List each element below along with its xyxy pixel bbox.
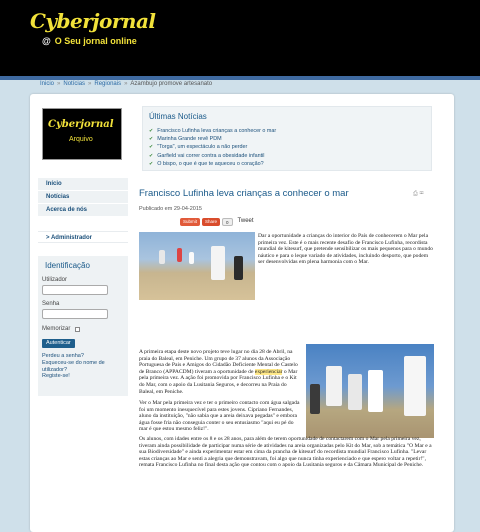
archive-logo-subtitle: Arquivo [69,136,93,143]
photo-person [404,356,426,416]
menu-item-about[interactable]: Acerca de nós [38,204,128,217]
username-label: Utilizador [42,277,68,283]
group-photo [306,344,434,438]
news-item[interactable] [149,143,276,151]
news-item[interactable] [149,152,276,160]
news-item[interactable] [149,127,276,135]
main-menu [38,178,128,217]
article-paragraph: Ver o Mar pela primeira vez e ter o primeiro contacto com água salgada foi um momento inesquecível para estes jovens. Cipriano Fernandes, aluno da instituição, "não sabia que a areia deixava pegadas" e embora água fosse fria não conseguia conter o seu entusiasmo "aqui eu pé do mar é que estou mesmo feliz!". [139,400,300,433]
breadcrumb-separator: » [88,81,92,87]
news-item-link[interactable]: Garfield vai correr contra a obesidade infantil [157,152,265,159]
checkmark-icon: ✔ [149,128,154,134]
breadcrumb-separator: » [124,81,128,87]
breadcrumb-regional[interactable]: Regionais [94,81,122,87]
checkmark-icon: ✔ [149,136,154,143]
forgot-password-link[interactable]: Perdeu a senha? [42,353,84,359]
news-item-link[interactable]: Marinha Grande revê PDM [157,136,222,143]
news-item[interactable] [149,135,276,143]
checkmark-icon: ✔ [149,160,154,167]
logo-title[interactable]: Cyberjornal [30,9,156,33]
article-title[interactable]: Francisco Lufinha leva crianças a conhecer o mar [139,188,349,199]
logo-subtitle-text: O Seu jornal online [54,36,137,46]
login-title: Identificação [45,261,90,270]
photo-person [177,248,182,262]
login-button[interactable]: Autenticar [42,339,75,348]
article-paragraph: Os alunos, com idades entre os 8 e os 28 anos, para além de terem oportunidade de contactarem com o Mar pela primeira vez, tiveram ainda possibilidade de participar numa série de atividades na areia organizadas pelo Kit do Mar, sob a temática "O Mar e a sua Biodiversidade" e ainda experimentar estar em cima da prancha de kitesurf do recordista mundial Francisco Lufinha. "Levar estas crianças ao Mar e senti a alegria que demonstravam, foi algo que nunca tinha experienciado e que espero voltar a repetir!", remata Francisco Lufinha no final desta ação que contou com o apoio da Lusitania seguros e da Câmara Municipal de Peniche. [139,436,432,469]
login-box [38,256,128,396]
print-icon[interactable]: ⎙ [413,191,418,197]
logo-subtitle [42,36,137,46]
password-label: Senha [42,301,60,307]
article-paragraph: Dar a oportunidade a crianças do interior do País de conhecerem o Mar pela primeira vez. Este é o mais recente desafio de Francisco Lufinha, recordista mundial de kitesurf, que pretende sensibilizar os mais pequenos para o mundo náutico e para o leque variado de atividades, incluindo desporto, que podem ser desenvolvidas em plena harmonia com o Mar. [258,233,433,266]
main-panel [30,94,454,532]
breadcrumb-home[interactable]: Inicio [40,81,55,87]
photo-person [211,246,225,280]
header-divider [0,76,480,80]
forgot-username-link[interactable]: Esqueceu-se do nome de utilizador? [42,360,105,373]
site-header [0,0,480,76]
paragraph-text: A primeira etapa deste novo projeto teve lugar no dia 28 de Abril, na praia do Baleal, em Peniche. Um grupo de 37 alunos da Associação Portuguesa de Pais e Amigos do Cidadão Deficiente Mental de Castelo de Branco (APPACDM) tiveram a oportunidade de [139,349,298,375]
checkmark-icon: ✔ [149,152,154,159]
breadcrumb-news[interactable]: Notícias [63,81,86,87]
tweet-button[interactable]: Tweet [237,218,254,224]
at-icon: @ [42,36,51,46]
photo-person [326,366,342,406]
latest-news-box [142,106,432,171]
share-count: 0 [222,218,233,226]
photo-person [348,374,362,410]
highlighted-word: experienciar [254,368,283,375]
photo-person [310,384,320,414]
submit-button[interactable]: Submit [180,218,200,226]
latest-news-list [149,127,276,168]
archive-logo[interactable] [42,108,122,160]
photo-person [189,252,194,264]
register-link[interactable]: Registe-se! [42,373,70,379]
publish-date: Publicado em 29-04-2015 [139,206,202,212]
beach-photo [139,232,255,300]
breadcrumb [40,81,212,87]
email-icon[interactable]: ✉ [419,191,424,197]
photo-person [368,370,383,412]
breadcrumb-separator: » [57,81,61,87]
news-item[interactable] [149,160,276,168]
photo-person [159,250,165,264]
menu-item-news[interactable]: Notícias [38,191,128,204]
news-item-link[interactable]: Francisco Lufinha leva crianças a conhecer o mar [157,128,277,134]
menu-item-home[interactable]: Início [38,178,128,191]
remember-label: Memorizar [42,326,71,332]
share-bar [180,218,254,226]
news-item-link[interactable]: O bispo, o que é que te aqueceu o coração? [157,160,264,167]
photo-person [234,256,243,280]
username-input[interactable] [42,285,108,295]
latest-news-title: Últimas Notícias [149,112,207,121]
article-paragraph [139,349,303,395]
menu-item-admin[interactable]: > Administrador [38,231,128,243]
share-button[interactable]: Share [202,218,220,226]
paragraph-text: o Mar pela primeira vez. A ação foi promovida por Francisco Lufinha e o Kit do Mar, com o apoio da Lusitania Seguros, e decorreu na Praia do Baleal, em Peniche. [139,368,298,395]
remember-checkbox[interactable] [75,327,80,332]
news-item-link[interactable]: "Torga", um espectáculo a não perder [157,144,248,151]
checkmark-icon: ✔ [149,144,154,151]
article-tools [413,191,424,198]
breadcrumb-current: Azambujo promove artesanato [130,81,213,87]
password-input[interactable] [42,309,108,319]
archive-logo-title: Cyberjornal [48,119,114,130]
